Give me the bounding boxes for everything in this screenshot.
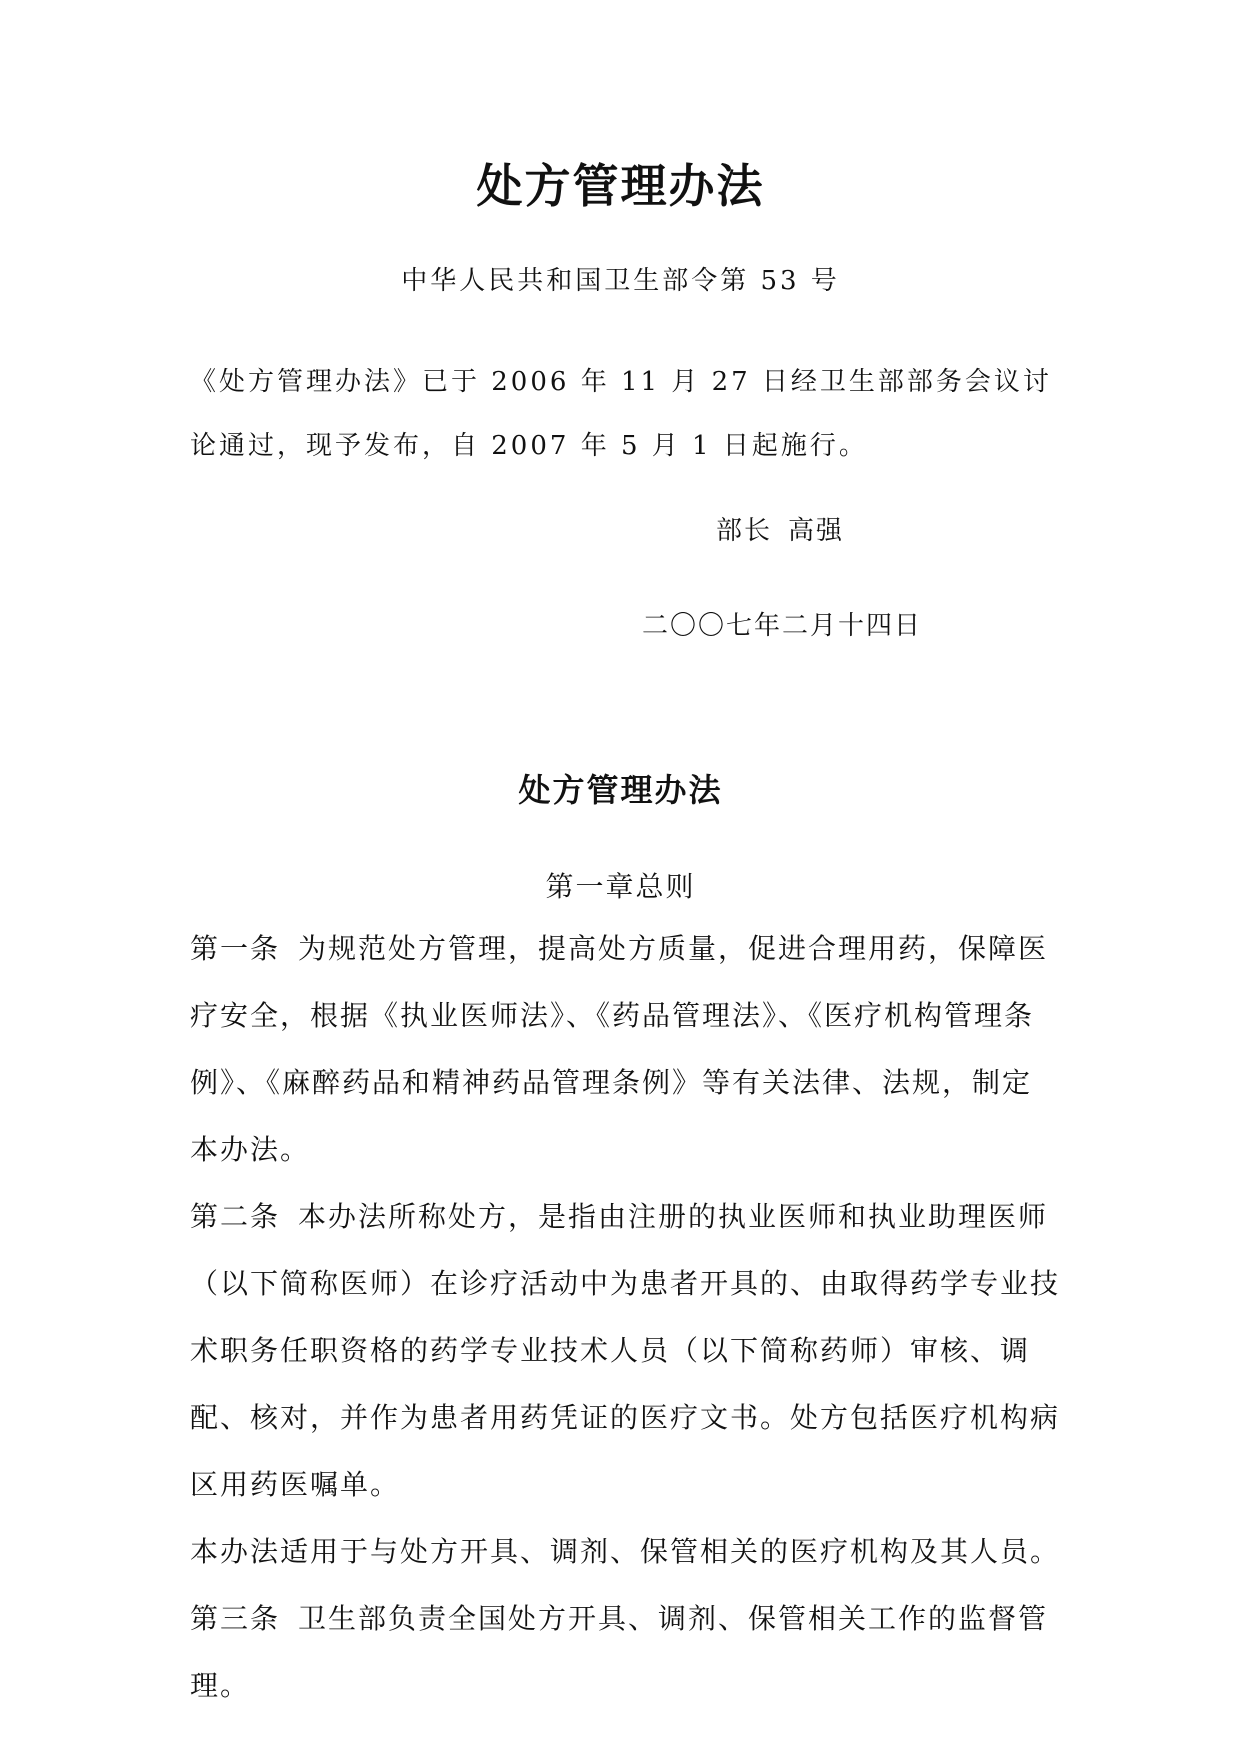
article-text: 本办法所称处方，是指由注册的执业医师和执业助理医师（以下简称医师）在诊疗活动中为患者开具的、由取得药学专业技术职务任职资格的药学专业技术人员（以下简称药师）审核、调配、核对，并作为患者用药凭证的医疗文书。处方包括医疗机构病区用药医嘱单。 bbox=[190, 1200, 1061, 1501]
signature-name: 高强 bbox=[788, 516, 845, 546]
article-1 bbox=[190, 915, 1060, 1183]
article-label: 第三条 bbox=[190, 1602, 281, 1635]
article-3 bbox=[190, 1585, 1060, 1719]
minister-signature bbox=[716, 510, 844, 547]
article-text: 卫生部负责全国处方开具、调剂、保管相关工作的监督管理。 bbox=[190, 1602, 1049, 1702]
issue-date: 二〇〇七年二月十四日 bbox=[642, 611, 923, 641]
article-text: 为规范处方管理，提高处方质量，促进合理用药，保障医疗安全，根据《执业医师法》、《药品管理法》、《医疗机构管理条例》、《麻醉药品和精神药品管理条例》等有关法律、法规，制定本办法。 bbox=[190, 932, 1049, 1166]
article-2-scope: 本办法适用于与处方开具、调剂、保管相关的医疗机构及其人员。 bbox=[190, 1535, 1061, 1568]
article-label: 第二条 bbox=[190, 1200, 281, 1233]
signature-title: 部长 bbox=[716, 516, 773, 546]
document-title: 处方管理办法 bbox=[476, 159, 765, 213]
article-label: 第一条 bbox=[190, 932, 281, 965]
promulgation-notice: 《处方管理办法》已于 2006 年 11 月 27 日经卫生部部务会议讨论通过，现予发布，自 2007 年 5 月 1 日起施行。 bbox=[190, 367, 1052, 461]
articles-section bbox=[190, 915, 1060, 1719]
article-2 bbox=[190, 1183, 1060, 1518]
body-title: 处方管理办法 bbox=[518, 771, 723, 809]
decree-number: 中华人民共和国卫生部令第 53 号 bbox=[401, 266, 840, 296]
chapter-heading: 第一章总则 bbox=[545, 870, 696, 903]
